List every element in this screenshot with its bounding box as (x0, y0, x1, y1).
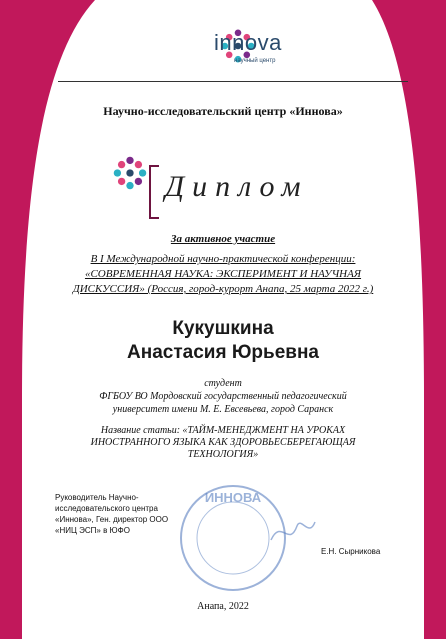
signature-mark (271, 522, 315, 540)
recipient-surname: Кукушкина (172, 318, 274, 339)
recipient-name (0, 317, 446, 365)
stamp-text: ИННОВА (204, 490, 262, 505)
title-bracket (149, 165, 159, 219)
recipient-organization: ФГБОУ ВО Мордовский государственный педагогический университет имени М. Е. Евсевьева, город Саранск (99, 391, 347, 415)
stamp-icon (171, 478, 321, 598)
signatory-name: Е.Н. Сырникова (321, 547, 381, 556)
header-divider (58, 81, 408, 82)
diploma-emblem-icon (109, 152, 151, 194)
recipient-given-name: Анастасия Юрьевна (127, 342, 319, 363)
logo-subtitle: научный центр (234, 58, 276, 64)
city-year: Анапа, 2022 (197, 601, 249, 612)
signatory-title: Руководитель Научно-исследовательского центра «Иннова», Ген. директор ООО «НИЦ ЭСП» в ЮФО (55, 493, 169, 535)
article-title: Название статьи: «ТАЙМ-МЕНЕДЖМЕНТ НА УРОКАХ ИНОСТРАННОГО ЯЗЫКА КАК ЗДОРОВЬЕСБЕРЕГАЮЩАЯ ТЕХНОЛОГИЯ» (90, 425, 356, 460)
recipient-role: студент (204, 378, 242, 389)
diploma-title: Диплом (165, 170, 309, 203)
conference-text: В I Международной научно-практической конференции: «СОВРЕМЕННАЯ НАУКА: ЭКСПЕРИМЕНТ И НАУЧНАЯ ДИСКУССИЯ» (Россия, город-курорт Анапа, 25 марта 2022 г.) (72, 253, 374, 295)
organization-heading: Научно-исследовательский центр «Иннова» (103, 104, 343, 118)
award-line: За активное участие (170, 233, 276, 245)
logo-wordmark: innova (214, 30, 282, 55)
